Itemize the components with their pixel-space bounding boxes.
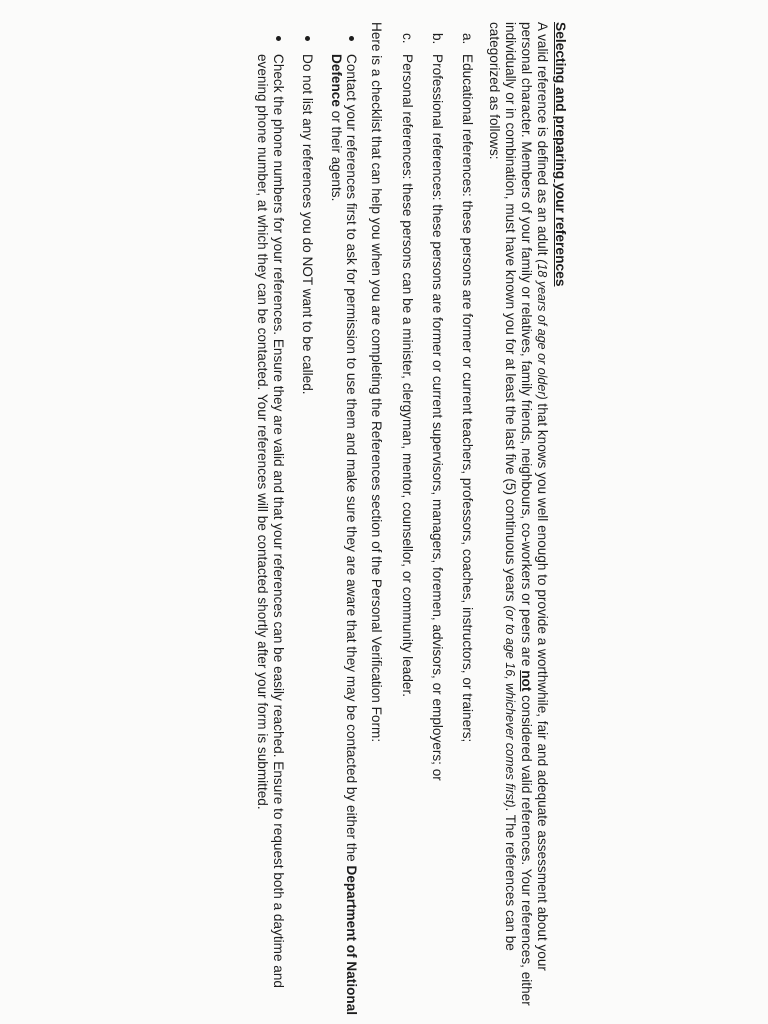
definition-text-1: A valid reference is defined as an adult <box>534 22 550 260</box>
list-item <box>300 22 315 1022</box>
checklist <box>255 22 359 1022</box>
list-marker: b. <box>429 33 445 45</box>
category-text: Professional references: these persons are former or current supervisors, managers, foremen, advisors, or employers; or <box>429 54 445 781</box>
checklist-text: Do not list any references you do NOT want to be called. <box>299 54 315 395</box>
bullet-icon <box>305 36 310 41</box>
definition-text-2: that knows you well enough to provide a worthwhile, fair and adequate assessment about your personal character. Members of your family or relatives, family friends, neighbours, co-workers or peers are <box>518 22 550 971</box>
definition-paragraph <box>487 22 550 1022</box>
checklist-text: Contact your references first to ask for permission to use them and make sure they are aware that they may be contacted by either the <box>344 54 360 866</box>
rotated-text-block <box>48 22 568 1022</box>
definition-text-3: considered valid references. Your references, either individually or in combination, must have known you for at least the last five (5) continuous years <box>503 22 534 1006</box>
checklist-tail: or their agents. <box>328 106 344 202</box>
list-marker: c. <box>399 33 415 44</box>
definition-text-4: . The references can be categorized as follows: <box>487 22 519 951</box>
list-item <box>329 22 359 1022</box>
department-name: Department of National Defence <box>328 54 360 1016</box>
bullet-icon <box>349 36 354 41</box>
section-title: Selecting and preparing your references <box>553 22 568 287</box>
checklist-intro: Here is a checklist that can help you when you are completing the References section of the Personal Verification Form: <box>369 22 385 743</box>
category-text: Educational references: these persons are former or current teachers, professors, coaches, instructors, or trainers; <box>459 54 475 743</box>
checklist-text: Check the phone numbers for your references. Ensure they are valid and that your references can be easily reached. Ensure to request both a daytime and evening phone number, at which they can be contacted. Your references will be contacted shortly after your form is submitted. <box>255 54 286 988</box>
bullet-icon <box>276 36 281 41</box>
reference-categories-list <box>399 22 475 1022</box>
list-item <box>255 22 285 1022</box>
not-emphasis: not <box>518 670 534 692</box>
list-item <box>399 22 414 1022</box>
duration-note: (or to age 16, whichever comes first) <box>503 605 518 808</box>
age-note: (18 years of age or older) <box>534 259 549 400</box>
list-item <box>430 22 445 1022</box>
category-text: Personal references: these persons can be a minister, clergyman, mentor, counsellor, or community leader. <box>399 54 415 698</box>
list-marker: a. <box>459 33 475 45</box>
list-item <box>460 22 475 1022</box>
